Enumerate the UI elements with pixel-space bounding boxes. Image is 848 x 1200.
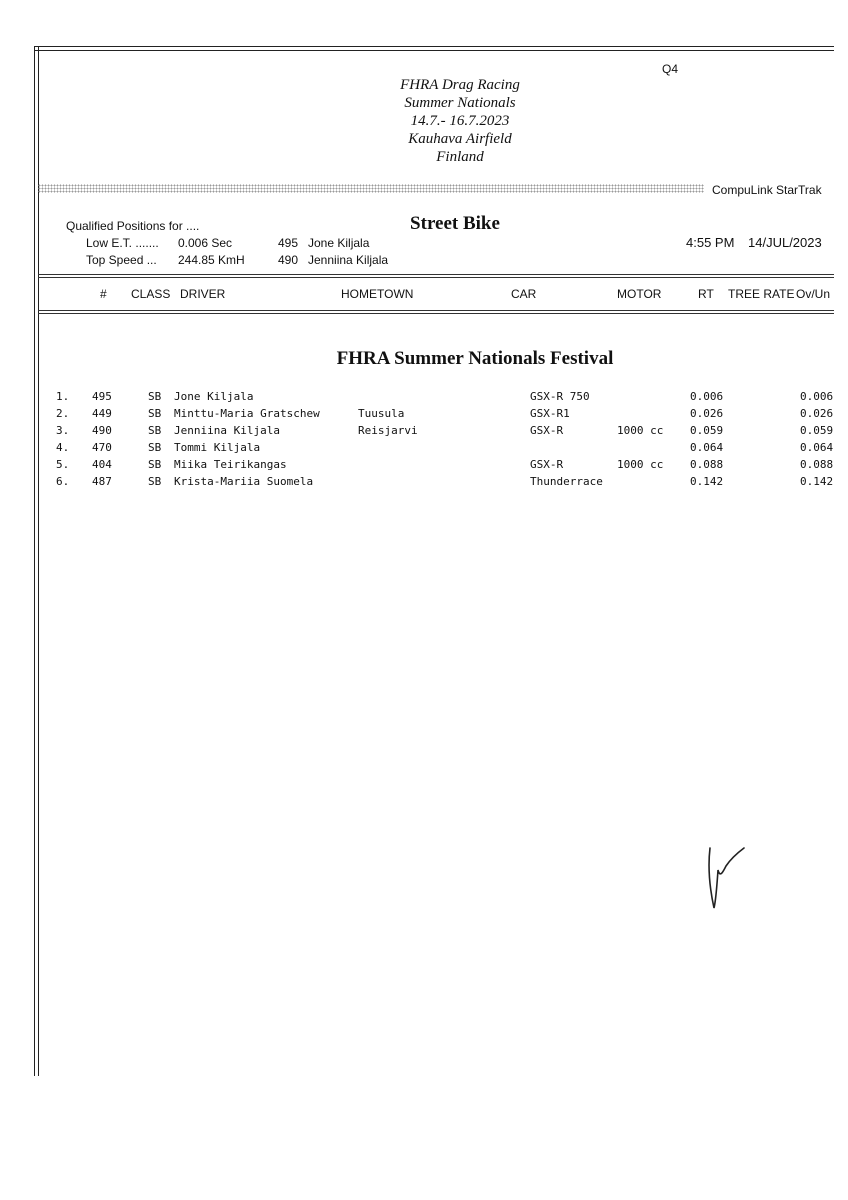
driver: Jone Kiljala: [174, 390, 254, 403]
ov-un: 0.059: [800, 424, 834, 437]
reaction-time: 0.006: [690, 390, 724, 403]
driver: Miika Teirikangas: [174, 458, 287, 471]
brand-label: CompuLink StarTrak: [712, 183, 822, 197]
table-row: [0, 441, 848, 458]
motor: 1000 cc: [617, 458, 664, 471]
event-name: Summer Nationals: [404, 95, 516, 111]
ov-un: 0.026: [800, 407, 834, 420]
entry-number: 495: [92, 390, 112, 403]
driver: Jenniina Kiljala: [174, 424, 280, 437]
report-date: 14/JUL/2023: [748, 235, 822, 250]
reaction-time: 0.064: [690, 441, 724, 454]
class: SB: [148, 407, 162, 420]
table-row: [0, 424, 848, 441]
position: 2.: [56, 407, 70, 420]
reaction-time: 0.142: [690, 475, 724, 488]
class: SB: [148, 424, 162, 437]
event-info: [340, 76, 580, 166]
col-ovun: Ov/Un: [796, 287, 831, 301]
class: SB: [148, 458, 162, 471]
low-et-number: 495: [278, 236, 299, 250]
low-et-label: Low E.T. .......: [86, 236, 159, 250]
report-time: 4:55 PM: [686, 235, 735, 250]
col-class: CLASS: [131, 287, 171, 301]
ov-un: 0.006: [800, 390, 834, 403]
column-headers: [38, 287, 834, 305]
header-rule-top: [38, 274, 834, 278]
hometown: Tuusula: [358, 407, 405, 420]
ov-un: 0.064: [800, 441, 834, 454]
col-driver: DRIVER: [180, 287, 226, 301]
frame-left-border: [34, 46, 39, 1076]
entry-number: 404: [92, 458, 112, 471]
car: GSX-R: [530, 424, 564, 437]
entry-number: 490: [92, 424, 112, 437]
position: 5.: [56, 458, 70, 471]
dotted-separator: [38, 184, 704, 193]
class: SB: [148, 441, 162, 454]
position: 1.: [56, 390, 70, 403]
table-row: [0, 407, 848, 424]
hometown: Reisjarvi: [358, 424, 418, 437]
driver: Tommi Kiljala: [174, 441, 261, 454]
low-et-driver: Jone Kiljala: [308, 236, 370, 250]
table-row: [0, 475, 848, 492]
top-speed-number: 490: [278, 253, 299, 267]
event-dates: 14.7.- 16.7.2023: [410, 113, 510, 129]
car: GSX-R1: [530, 407, 570, 420]
col-rt: RT: [698, 287, 714, 301]
entry-number: 470: [92, 441, 112, 454]
class: SB: [148, 475, 162, 488]
top-speed-driver: Jenniina Kiljala: [308, 253, 389, 267]
car: GSX-R 750: [530, 390, 590, 403]
top-speed-value: 244.85 KmH: [178, 253, 245, 267]
table-row: [0, 458, 848, 475]
event-venue: Kauhava Airfield: [408, 131, 512, 147]
frame-top-border: [34, 46, 834, 51]
event-country: Finland: [436, 149, 484, 165]
low-et-row: [66, 235, 388, 252]
car: GSX-R: [530, 458, 564, 471]
position: 6.: [56, 475, 70, 488]
top-speed-row: [66, 252, 388, 269]
col-hometown: HOMETOWN: [341, 287, 414, 301]
qualified-positions: [66, 218, 388, 269]
driver: Minttu-Maria Gratschew: [174, 407, 320, 420]
col-car: CAR: [511, 287, 537, 301]
entry-number: 449: [92, 407, 112, 420]
reaction-time: 0.026: [690, 407, 724, 420]
motor: 1000 cc: [617, 424, 664, 437]
ov-un: 0.142: [800, 475, 834, 488]
col-tree-rate: TREE RATE: [728, 287, 795, 301]
class-title: Street Bike: [410, 213, 500, 234]
festival-title: FHRA Summer Nationals Festival: [336, 348, 614, 369]
event-title: FHRA Drag Racing: [400, 77, 520, 93]
top-speed-label: Top Speed ...: [86, 253, 157, 267]
handwritten-signature: [700, 840, 760, 915]
position: 4.: [56, 441, 70, 454]
car: Thunderrace: [530, 475, 603, 488]
driver: Krista-Mariia Suomela: [174, 475, 314, 488]
position: 3.: [56, 424, 70, 437]
entry-number: 487: [92, 475, 112, 488]
header-rule-bottom: [38, 310, 834, 314]
low-et-value: 0.006 Sec: [178, 236, 233, 250]
results-table: [0, 390, 848, 492]
col-number: #: [100, 287, 107, 301]
class: SB: [148, 390, 162, 403]
table-row: [0, 390, 848, 407]
q-code: Q4: [662, 62, 679, 76]
reaction-time: 0.059: [690, 424, 724, 437]
ov-un: 0.088: [800, 458, 834, 471]
qualified-heading: Qualified Positions for ....: [66, 219, 200, 233]
reaction-time: 0.088: [690, 458, 724, 471]
col-motor: MOTOR: [617, 287, 662, 301]
